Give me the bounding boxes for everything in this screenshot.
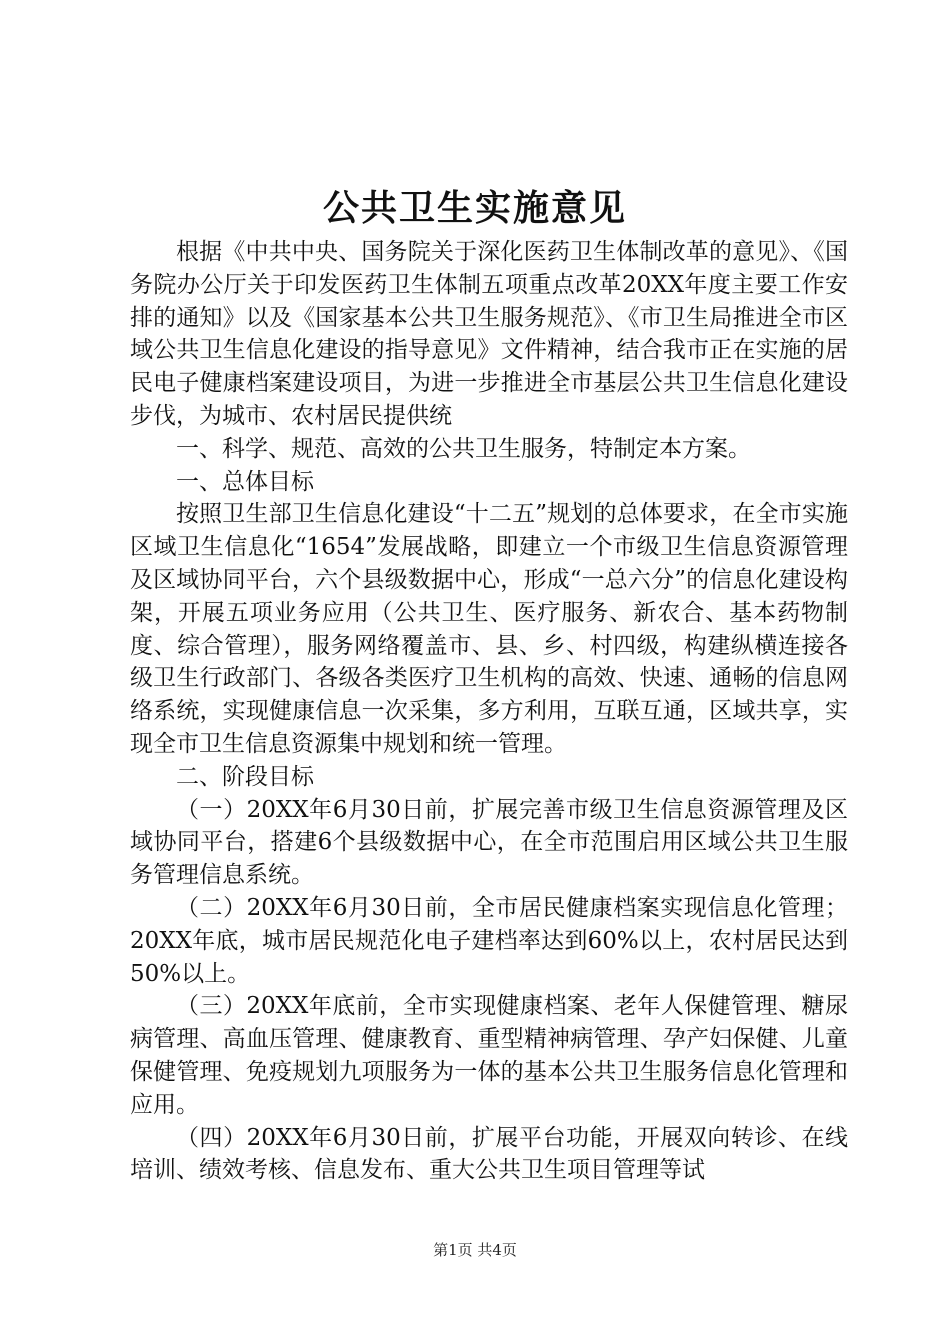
- paragraph: 一、科学、规范、高效的公共卫生服务，特制定本方案。: [176, 435, 751, 462]
- document-title: 公共卫生实施意见: [322, 187, 627, 229]
- paragraph: 按照卫生部卫生信息化建设“十二五”规划的总体要求，在全市实施区域卫生信息化“1654”发展战略，即建立一个市级卫生信息资源管理及区域协同平台，六个县级数据中心，形成“一总六分”的信息化建设构架，开展五项业务应用（公共卫生、医疗服务、新农合、基本药物制度、综合管理），服务网络覆盖市、县、乡、村四级，构建纵横连接各级卫生行政部门、各级各类医疗卫生机构的高效、快速、通畅的信息网络系统，实现健康信息一次采集，多方利用，互联互通，区域共享，实现全市卫生信息资源集中规划和统一管理。: [130, 501, 848, 757]
- document-body: [130, 236, 848, 1187]
- paragraph: 根据《中共中央、国务院关于深化医药卫生体制改革的意见》、《国务院办公厅关于印发医药卫生体制五项重点改革20XX年度主要工作安排的通知》以及《国家基本公共卫生服务规范》、《市卫生局推进全市区域公共卫生信息化建设的指导意见》文件精神，结合我市正在实施的居民电子健康档案建设项目，为进一步推进全市基层公共卫生信息化建设步伐，为城市、农村居民提供统: [130, 239, 848, 429]
- section-heading: 二、阶段目标: [176, 763, 314, 790]
- page-number-footer: 第1页 共4页: [433, 1241, 517, 1259]
- paragraph: （二）20XX年6月30日前，全市居民健康档案实现信息化管理；20XX年底，城市居民规范化电子建档率达到60%以上，农村居民达到50%以上。: [130, 894, 848, 987]
- paragraph: （一）20XX年6月30日前，扩展完善市级卫生信息资源管理及区域协同平台，搭建6个县级数据中心，在全市范围启用区域公共卫生服务管理信息系统。: [130, 796, 848, 889]
- paragraph: （三）20XX年底前，全市实现健康档案、老年人保健管理、糖尿病管理、高血压管理、健康教育、重型精神病管理、孕产妇保健、儿童保健管理、免疫规划九项服务为一体的基本公共卫生服务信息化管理和应用。: [130, 993, 848, 1118]
- section-heading: 一、总体目标: [176, 468, 314, 495]
- paragraph: （四）20XX年6月30日前，扩展平台功能，开展双向转诊、在线培训、绩效考核、信息发布、重大公共卫生项目管理等试: [130, 1124, 848, 1184]
